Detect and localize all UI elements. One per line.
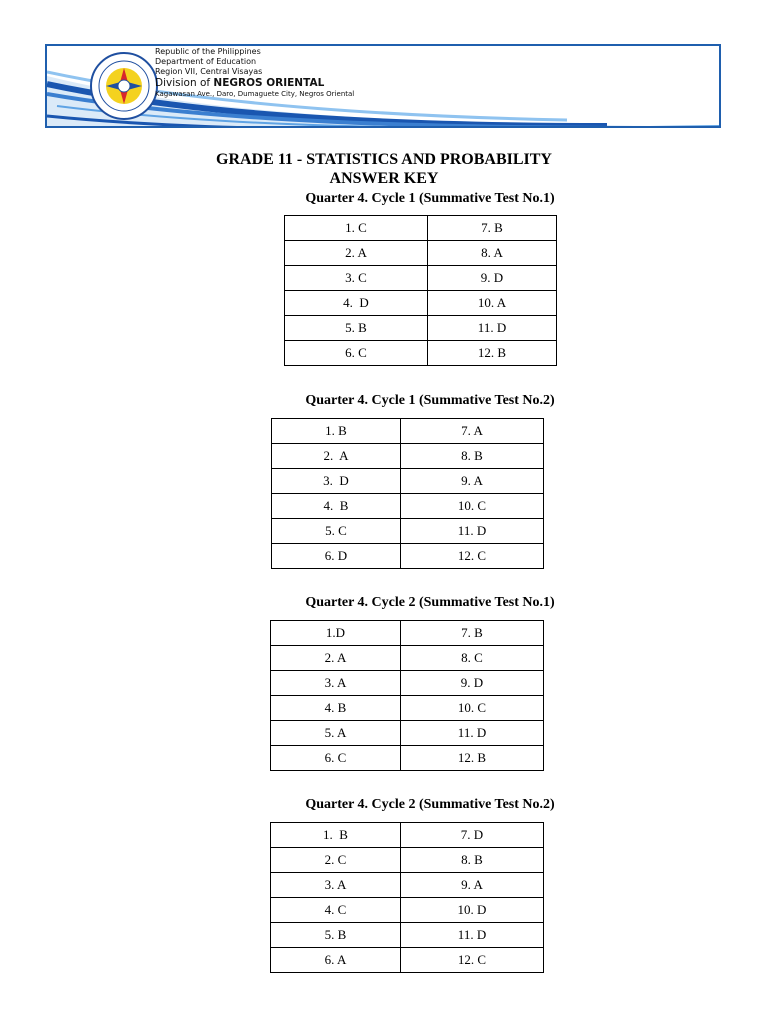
answer-cell: 5. A	[271, 721, 401, 746]
section-heading-3: Quarter 4. Cycle 2 (Summative Test No.1)	[305, 595, 555, 610]
section-heading-4: Quarter 4. Cycle 2 (Summative Test No.2)	[305, 797, 555, 812]
answer-cell: 10. C	[401, 494, 544, 519]
section-heading-2: Quarter 4. Cycle 1 (Summative Test No.2)	[305, 393, 555, 408]
answer-cell: 6. D	[272, 544, 401, 569]
table-row	[272, 444, 544, 469]
section-heading-1: Quarter 4. Cycle 1 (Summative Test No.1)	[305, 191, 555, 206]
agency-block	[155, 47, 354, 99]
answer-cell: 1.D	[271, 621, 401, 646]
table-row	[285, 241, 557, 266]
answer-cell: 8. B	[401, 444, 544, 469]
answer-cell: 11. D	[401, 923, 544, 948]
table-row	[272, 469, 544, 494]
table-row	[285, 291, 557, 316]
table-row	[272, 519, 544, 544]
table-row	[271, 671, 544, 696]
division-line	[155, 77, 354, 90]
answer-cell: 8. B	[401, 848, 544, 873]
answer-cell: 12. B	[401, 746, 544, 771]
table-row	[271, 898, 544, 923]
table-row	[285, 316, 557, 341]
answer-cell: 5. C	[272, 519, 401, 544]
table-row	[285, 341, 557, 366]
answer-cell: 3. A	[271, 873, 401, 898]
answer-cell: 5. B	[271, 923, 401, 948]
answer-cell: 4. C	[271, 898, 401, 923]
answer-cell: 3. A	[271, 671, 401, 696]
answer-cell: 5. B	[285, 316, 428, 341]
division-name: NEGROS ORIENTAL	[213, 77, 325, 89]
table-row	[271, 848, 544, 873]
table-row	[285, 216, 557, 241]
answer-cell: 6. A	[271, 948, 401, 973]
answer-table-3	[270, 620, 544, 771]
answer-cell: 11. D	[428, 316, 557, 341]
document-title: GRADE 11 - STATISTICS AND PROBABILITY	[216, 151, 552, 168]
table-row	[271, 948, 544, 973]
answer-cell: 12. B	[428, 341, 557, 366]
agency-line-3: Region VII, Central Visayas	[155, 67, 263, 76]
answer-cell: 1. B	[271, 823, 401, 848]
header-banner	[45, 44, 721, 128]
deped-seal-logo	[89, 51, 159, 121]
answer-cell: 4. B	[272, 494, 401, 519]
answer-cell: 8. A	[428, 241, 557, 266]
table-row	[271, 746, 544, 771]
table-row	[272, 544, 544, 569]
answer-table-2	[271, 418, 544, 569]
answer-cell: 4. B	[271, 696, 401, 721]
table-row	[271, 823, 544, 848]
answer-table-1	[284, 215, 557, 366]
agency-line-1: Republic of the Philippines	[155, 47, 261, 56]
answer-cell: 7. D	[401, 823, 544, 848]
answer-cell: 9. D	[428, 266, 557, 291]
answer-cell: 1. B	[272, 419, 401, 444]
answer-cell: 1. C	[285, 216, 428, 241]
document-subtitle: ANSWER KEY	[329, 170, 439, 187]
answer-cell: 10. A	[428, 291, 557, 316]
answer-cell: 12. C	[401, 948, 544, 973]
table-row	[271, 923, 544, 948]
address-line: Kagawasan Ave., Daro, Dumaguete City, Negros Oriental	[155, 90, 355, 98]
answer-cell: 8. C	[401, 646, 544, 671]
answer-cell: 10. D	[401, 898, 544, 923]
division-prefix: Division of	[155, 77, 211, 89]
answer-cell: 6. C	[271, 746, 401, 771]
answer-cell: 11. D	[401, 519, 544, 544]
answer-cell: 9. A	[401, 469, 544, 494]
answer-cell: 9. D	[401, 671, 544, 696]
answer-cell: 2. A	[272, 444, 401, 469]
answer-cell: 3. C	[285, 266, 428, 291]
answer-cell: 7. A	[401, 419, 544, 444]
answer-cell: 4. D	[285, 291, 428, 316]
answer-cell: 11. D	[401, 721, 544, 746]
answer-cell: 2. C	[271, 848, 401, 873]
answer-cell: 2. A	[271, 646, 401, 671]
answer-cell: 6. C	[285, 341, 428, 366]
answer-cell: 9. A	[401, 873, 544, 898]
table-row	[271, 873, 544, 898]
answer-cell: 10. C	[401, 696, 544, 721]
table-row	[272, 419, 544, 444]
answer-cell: 7. B	[428, 216, 557, 241]
answer-cell: 2. A	[285, 241, 428, 266]
answer-table-4	[270, 822, 544, 973]
answer-cell: 7. B	[401, 621, 544, 646]
answer-cell: 3. D	[272, 469, 401, 494]
agency-line-2: Department of Education	[155, 57, 257, 66]
table-row	[271, 721, 544, 746]
table-row	[285, 266, 557, 291]
table-row	[271, 621, 544, 646]
table-row	[271, 696, 544, 721]
table-row	[271, 646, 544, 671]
table-row	[272, 494, 544, 519]
answer-cell: 12. C	[401, 544, 544, 569]
